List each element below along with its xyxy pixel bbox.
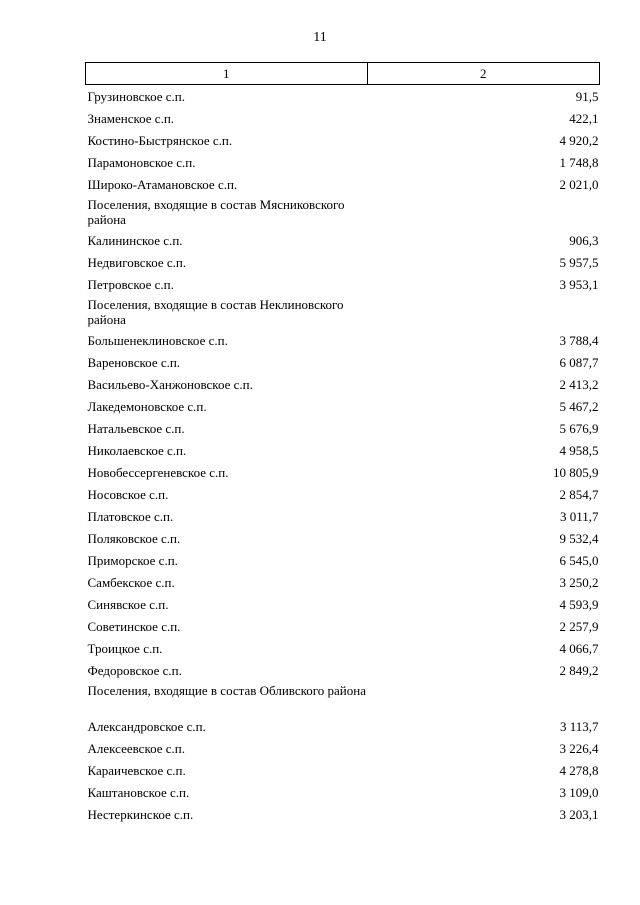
table-row — [86, 229, 600, 251]
table-row — [86, 351, 600, 373]
settlement-name: Васильево-Ханжоновское с.п. — [87, 376, 253, 392]
settlement-name: Караичевское с.п. — [87, 762, 186, 778]
table-row — [86, 571, 600, 593]
table-row — [86, 373, 600, 395]
settlement-value: 2 413,2 — [559, 376, 599, 392]
settlement-name: Самбекское с.п. — [87, 574, 175, 590]
table-row — [86, 527, 600, 549]
table-body — [86, 85, 600, 826]
settlement-name: Костино-Быстрянское с.п. — [87, 132, 233, 148]
table-row — [86, 781, 600, 803]
settlement-value: 5 957,5 — [559, 254, 599, 270]
settlement-value: 2 849,2 — [559, 662, 599, 678]
settlement-name: Натальевское с.п. — [87, 420, 185, 436]
group-header-row — [86, 295, 600, 329]
table-row — [86, 129, 600, 151]
settlement-value: 3 250,2 — [559, 574, 599, 590]
settlement-value: 2 257,9 — [559, 618, 599, 634]
table-row — [86, 251, 600, 273]
settlement-value: 4 278,8 — [559, 762, 599, 778]
settlement-name: Поляковское с.п. — [87, 530, 181, 546]
settlement-value: 3 203,1 — [559, 806, 599, 822]
group-title: Поселения, входящие в состав Обливского района — [87, 683, 366, 698]
settlement-value: 3 788,4 — [559, 332, 599, 348]
group-title: Поселения, входящие в состав Мясниковского района — [87, 197, 345, 227]
settlement-name: Новобессергеневское с.п. — [87, 464, 229, 480]
settlement-name: Приморское с.п. — [87, 552, 178, 568]
settlement-name: Лакедемоновское с.п. — [87, 398, 207, 414]
settlement-name: Троицкое с.п. — [87, 640, 163, 656]
settlement-name: Александровское с.п. — [87, 718, 206, 734]
table-row — [86, 505, 600, 527]
page-number: 11 — [313, 30, 327, 45]
settlement-name: Платовское с.п. — [87, 508, 174, 524]
table-row — [86, 737, 600, 759]
table-row — [86, 173, 600, 195]
table-row — [86, 593, 600, 615]
settlement-value — [367, 295, 599, 329]
settlement-value: 3 226,4 — [559, 740, 599, 756]
table-row — [86, 549, 600, 571]
settlement-value: 9 532,4 — [559, 530, 599, 546]
settlement-value: 3 113,7 — [559, 718, 599, 734]
settlement-name: Алексеевское с.п. — [87, 740, 185, 756]
table-row — [86, 417, 600, 439]
settlement-name: Носовское с.п. — [87, 486, 169, 502]
settlement-value: 6 545,0 — [559, 552, 599, 568]
table-row — [86, 329, 600, 351]
table-row — [86, 439, 600, 461]
settlement-name: Николаевское с.п. — [87, 442, 187, 458]
settlement-value: 5 467,2 — [559, 398, 599, 414]
settlement-value: 4 958,5 — [559, 442, 599, 458]
table-row — [86, 803, 600, 825]
settlement-value: 91,5 — [575, 88, 599, 104]
data-table — [85, 62, 600, 825]
table-row — [86, 615, 600, 637]
settlement-value: 4 593,9 — [559, 596, 599, 612]
settlement-name: Федоровское с.п. — [87, 662, 182, 678]
table-header-row — [86, 63, 600, 85]
table-row — [86, 483, 600, 505]
settlement-name: Синявское с.п. — [87, 596, 169, 612]
settlement-name: Калининское с.п. — [87, 232, 183, 248]
table-row — [86, 151, 600, 173]
table-row — [86, 273, 600, 295]
settlement-value: 3 953,1 — [559, 276, 599, 292]
table-row — [86, 715, 600, 737]
group-title: Поселения, входящие в состав Неклиновского района — [87, 297, 344, 327]
settlement-name: Вареновское с.п. — [87, 354, 181, 370]
settlement-name: Петровское с.п. — [87, 276, 174, 292]
table-row — [86, 637, 600, 659]
column-header-1: 1 — [86, 63, 368, 85]
settlement-value: 2 854,7 — [559, 486, 599, 502]
column-header-2: 2 — [367, 63, 599, 85]
settlement-value: 1 748,8 — [559, 154, 599, 170]
group-header-row — [86, 195, 600, 229]
settlement-name: Нестеркинское с.п. — [87, 806, 194, 822]
settlement-name: Широко-Атамановское с.п. — [87, 176, 238, 192]
settlement-value: 10 805,9 — [553, 464, 599, 480]
settlement-value: 906,3 — [569, 232, 599, 248]
settlement-value: 6 087,7 — [559, 354, 599, 370]
settlement-value: 3 109,0 — [559, 784, 599, 800]
group-header-row — [86, 681, 600, 715]
settlement-value — [367, 681, 599, 715]
settlement-name: Грузиновское с.п. — [87, 88, 185, 104]
settlement-value: 5 676,9 — [559, 420, 599, 436]
settlement-value: 2 021,0 — [559, 176, 599, 192]
table-row — [86, 107, 600, 129]
settlement-value — [367, 195, 599, 229]
settlement-name: Советинское с.п. — [87, 618, 181, 634]
settlement-name: Большенеклиновское с.п. — [87, 332, 228, 348]
table-row — [86, 395, 600, 417]
settlement-name: Недвиговское с.п. — [87, 254, 187, 270]
settlement-value: 422,1 — [569, 110, 599, 126]
settlement-name: Парамоновское с.п. — [87, 154, 196, 170]
settlement-value: 4 066,7 — [559, 640, 599, 656]
settlement-name: Знаменское с.п. — [87, 110, 175, 126]
table-row — [86, 759, 600, 781]
settlement-name: Каштановское с.п. — [87, 784, 190, 800]
table-row — [86, 461, 600, 483]
table-row — [86, 659, 600, 681]
settlement-value: 3 011,7 — [559, 508, 599, 524]
table-row — [86, 85, 600, 108]
settlement-value: 4 920,2 — [559, 132, 599, 148]
